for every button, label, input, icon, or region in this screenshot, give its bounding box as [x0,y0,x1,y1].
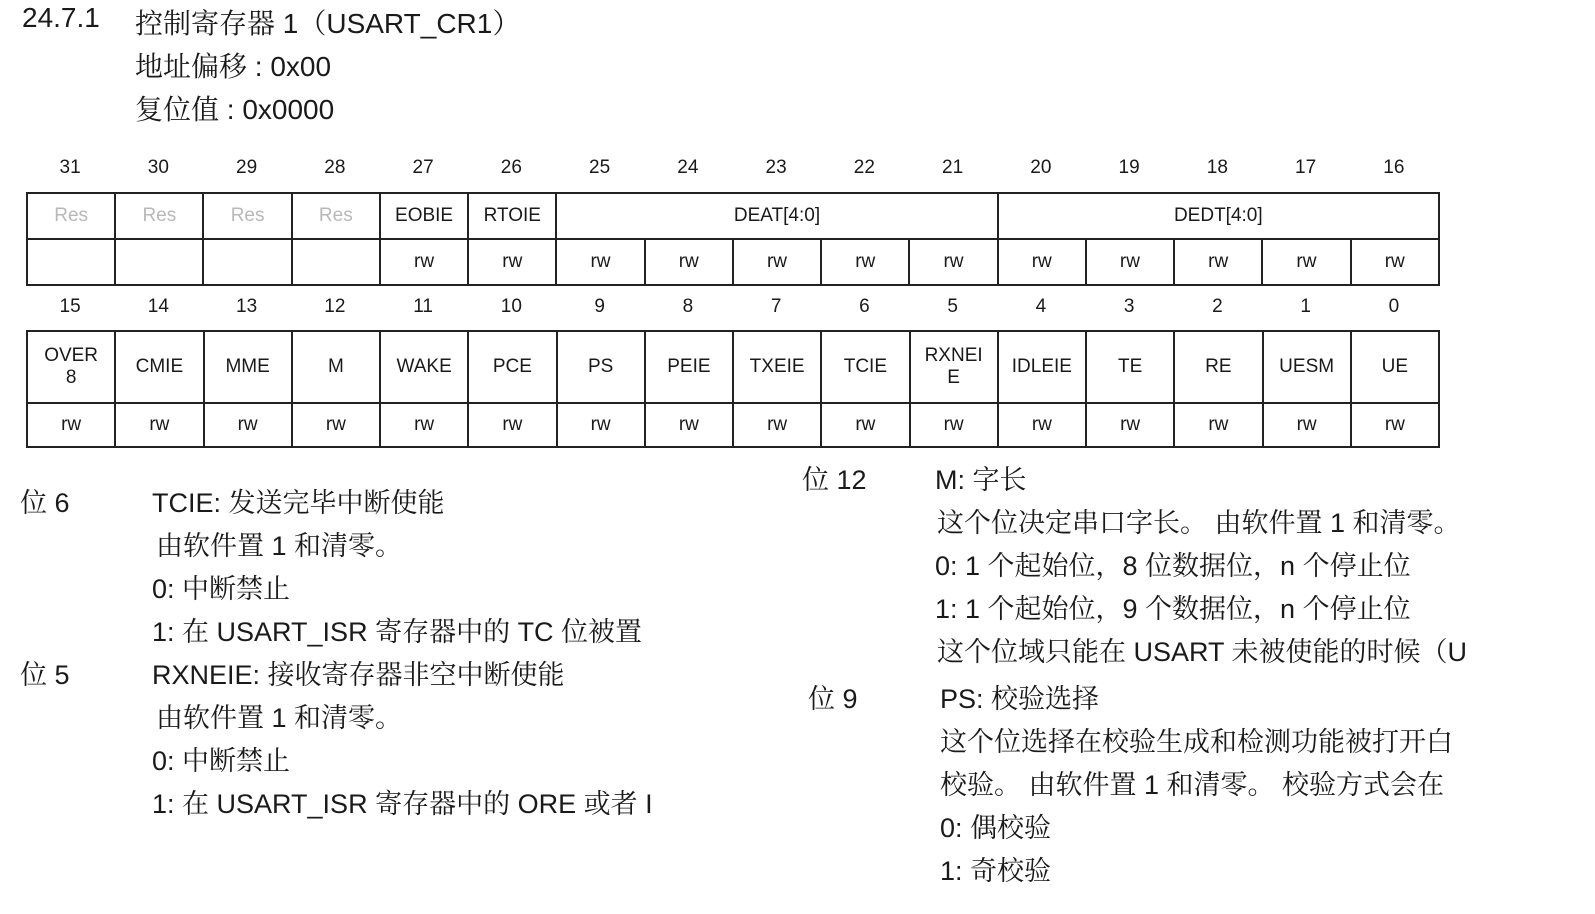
bit6-label: 位 6 [20,488,70,518]
bit9-line: 这个位选择在校验生成和检测功能被打开白 [940,727,1453,757]
bit-number: 13 [236,296,258,317]
field-mme: MME [204,331,292,403]
section-number: 24.7.1 [22,2,100,33]
bit-number: 18 [1206,157,1228,178]
bit-number: 15 [59,296,81,317]
access-cell: rw [1351,403,1439,447]
field-tcie: TCIE [821,331,909,403]
access-cell: rw [468,239,556,285]
bit9-label: 位 9 [808,684,858,714]
bit12-description [935,459,1595,674]
bit5-title: RXNEIE: 接收寄存器非空中断使能 [152,660,565,690]
field-pce: PCE [468,331,556,403]
reserved-field: Res [203,193,291,239]
access-cell [203,239,291,285]
bit12-title: M: 字长 [935,465,1027,495]
access-cell: rw [1086,239,1174,285]
section-title: 控制寄存器 1（USART_CR1） [135,8,521,39]
bit-number: 14 [147,296,169,317]
bit12-line: 这个位决定串口字长。 由软件置 1 和清零。 [937,508,1461,538]
access-cell: rw [998,239,1086,285]
access-cell: rw [204,403,292,447]
bit12-label: 位 12 [802,465,867,495]
access-cell: rw [909,239,997,285]
bit6-description [152,482,727,654]
bit-number: 24 [677,157,699,178]
bit-number: 2 [1212,296,1223,317]
field-rtoie: RTOIE [468,193,556,239]
bit-number: 30 [147,157,169,178]
bit-number: 6 [859,296,870,317]
bit-number: 22 [853,157,875,178]
bit5-line: 由软件置 1 和清零。 [156,703,403,733]
bit-number: 5 [947,296,958,317]
access-cell: rw [733,239,821,285]
bit-number: 8 [682,296,694,317]
access-cell: rw [1174,239,1262,285]
access-cell: rw [1351,239,1439,285]
bit6-line: 0: 中断禁止 [152,574,291,604]
field-te: TE [1086,331,1174,403]
bit-number: 17 [1295,157,1317,178]
access-cell: rw [556,239,644,285]
field-rxneie: RXNEI E [910,331,998,403]
bit12-line: 0: 1 个起始位，8 位数据位，n 个停止位 [935,551,1411,581]
bit5-line: 0: 中断禁止 [152,746,291,776]
bit-number: 26 [500,157,522,178]
bit-number: 12 [324,296,346,317]
bit-number: 28 [324,157,346,178]
register-table-lower [26,330,1440,448]
reserved-field: Res [27,193,115,239]
register-table-upper [26,192,1440,286]
field-peie: PEIE [645,331,733,403]
bit9-line: 校验。 由软件置 1 和清零。 校验方式会在 [940,770,1445,800]
field-cmie: CMIE [115,331,203,403]
bit-number: 1 [1300,296,1311,317]
access-cell [27,239,115,285]
bit9-line: 1: 奇校验 [940,856,1052,886]
bit12-line: 这个位域只能在 USART 未被使能的时候（U [937,637,1468,667]
bit5-line: 1: 在 USART_ISR 寄存器中的 ORE 或者 I [152,789,653,819]
field-txeie: TXEIE [733,331,821,403]
access-cell: rw [1174,403,1262,447]
access-cell: rw [468,403,556,447]
access-cell: rw [380,403,468,447]
field-ue: UE [1351,331,1439,403]
reserved-field: Res [115,193,203,239]
field-re: RE [1174,331,1262,403]
bit-number: 29 [236,157,258,178]
bit-number: 0 [1388,296,1400,317]
field-uesm: UESM [1263,331,1351,403]
field-deat: DEAT[4:0] [556,193,997,239]
access-cell: rw [380,239,468,285]
bit6-title: TCIE: 发送完毕中断使能 [152,488,445,518]
bit-number: 7 [770,296,782,317]
bit6-line: 由软件置 1 和清零。 [156,531,403,561]
access-cell: rw [1262,239,1350,285]
reserved-field: Res [292,193,380,239]
field-ps: PS [557,331,645,403]
access-cell [292,239,380,285]
access-cell: rw [1086,403,1174,447]
bit12-line: 1: 1 个起始位，9 个数据位，n 个停止位 [935,594,1411,624]
field-over8: OVER 8 [27,331,115,403]
bit-number: 19 [1118,157,1140,178]
lower-bit-numbers [26,296,1438,318]
access-cell: rw [292,403,380,447]
bit9-description [940,678,1542,893]
address-offset: 地址偏移 : 0x00 [135,51,332,82]
bit-number: 4 [1035,296,1047,317]
access-cell: rw [27,403,115,447]
access-cell [115,239,203,285]
bit5-label: 位 5 [20,660,70,690]
bit5-description [152,654,727,826]
access-cell: rw [645,403,733,447]
bit9-line: 0: 偶校验 [940,813,1052,843]
bit-number: 9 [594,296,605,317]
field-m: M [292,331,380,403]
access-cell: rw [645,239,733,285]
field-wake: WAKE [380,331,468,403]
bit-number: 31 [59,157,81,178]
access-cell: rw [115,403,203,447]
bit-number: 23 [765,157,787,178]
bit-number: 21 [942,157,964,178]
bit-number: 11 [413,296,433,317]
access-cell: rw [821,239,909,285]
access-cell: rw [821,403,909,447]
access-cell: rw [557,403,645,447]
access-cell: rw [910,403,998,447]
field-dedt: DEDT[4:0] [998,193,1439,239]
access-cell: rw [1263,403,1351,447]
access-cell: rw [998,403,1086,447]
bit-number: 10 [500,296,522,317]
bit-number: 27 [412,157,434,178]
bit-number: 16 [1383,157,1405,178]
bit-number: 3 [1123,296,1135,317]
field-eobie: EOBIE [380,193,468,239]
bit9-title: PS: 校验选择 [940,684,1100,714]
bit-number: 20 [1030,157,1052,178]
bit6-line: 1: 在 USART_ISR 寄存器中的 TC 位被置 [152,617,643,647]
upper-bit-numbers [26,157,1438,179]
reset-value: 复位值 : 0x0000 [135,94,335,125]
access-cell: rw [733,403,821,447]
bit-number: 25 [589,157,611,178]
field-idleie: IDLEIE [998,331,1086,403]
